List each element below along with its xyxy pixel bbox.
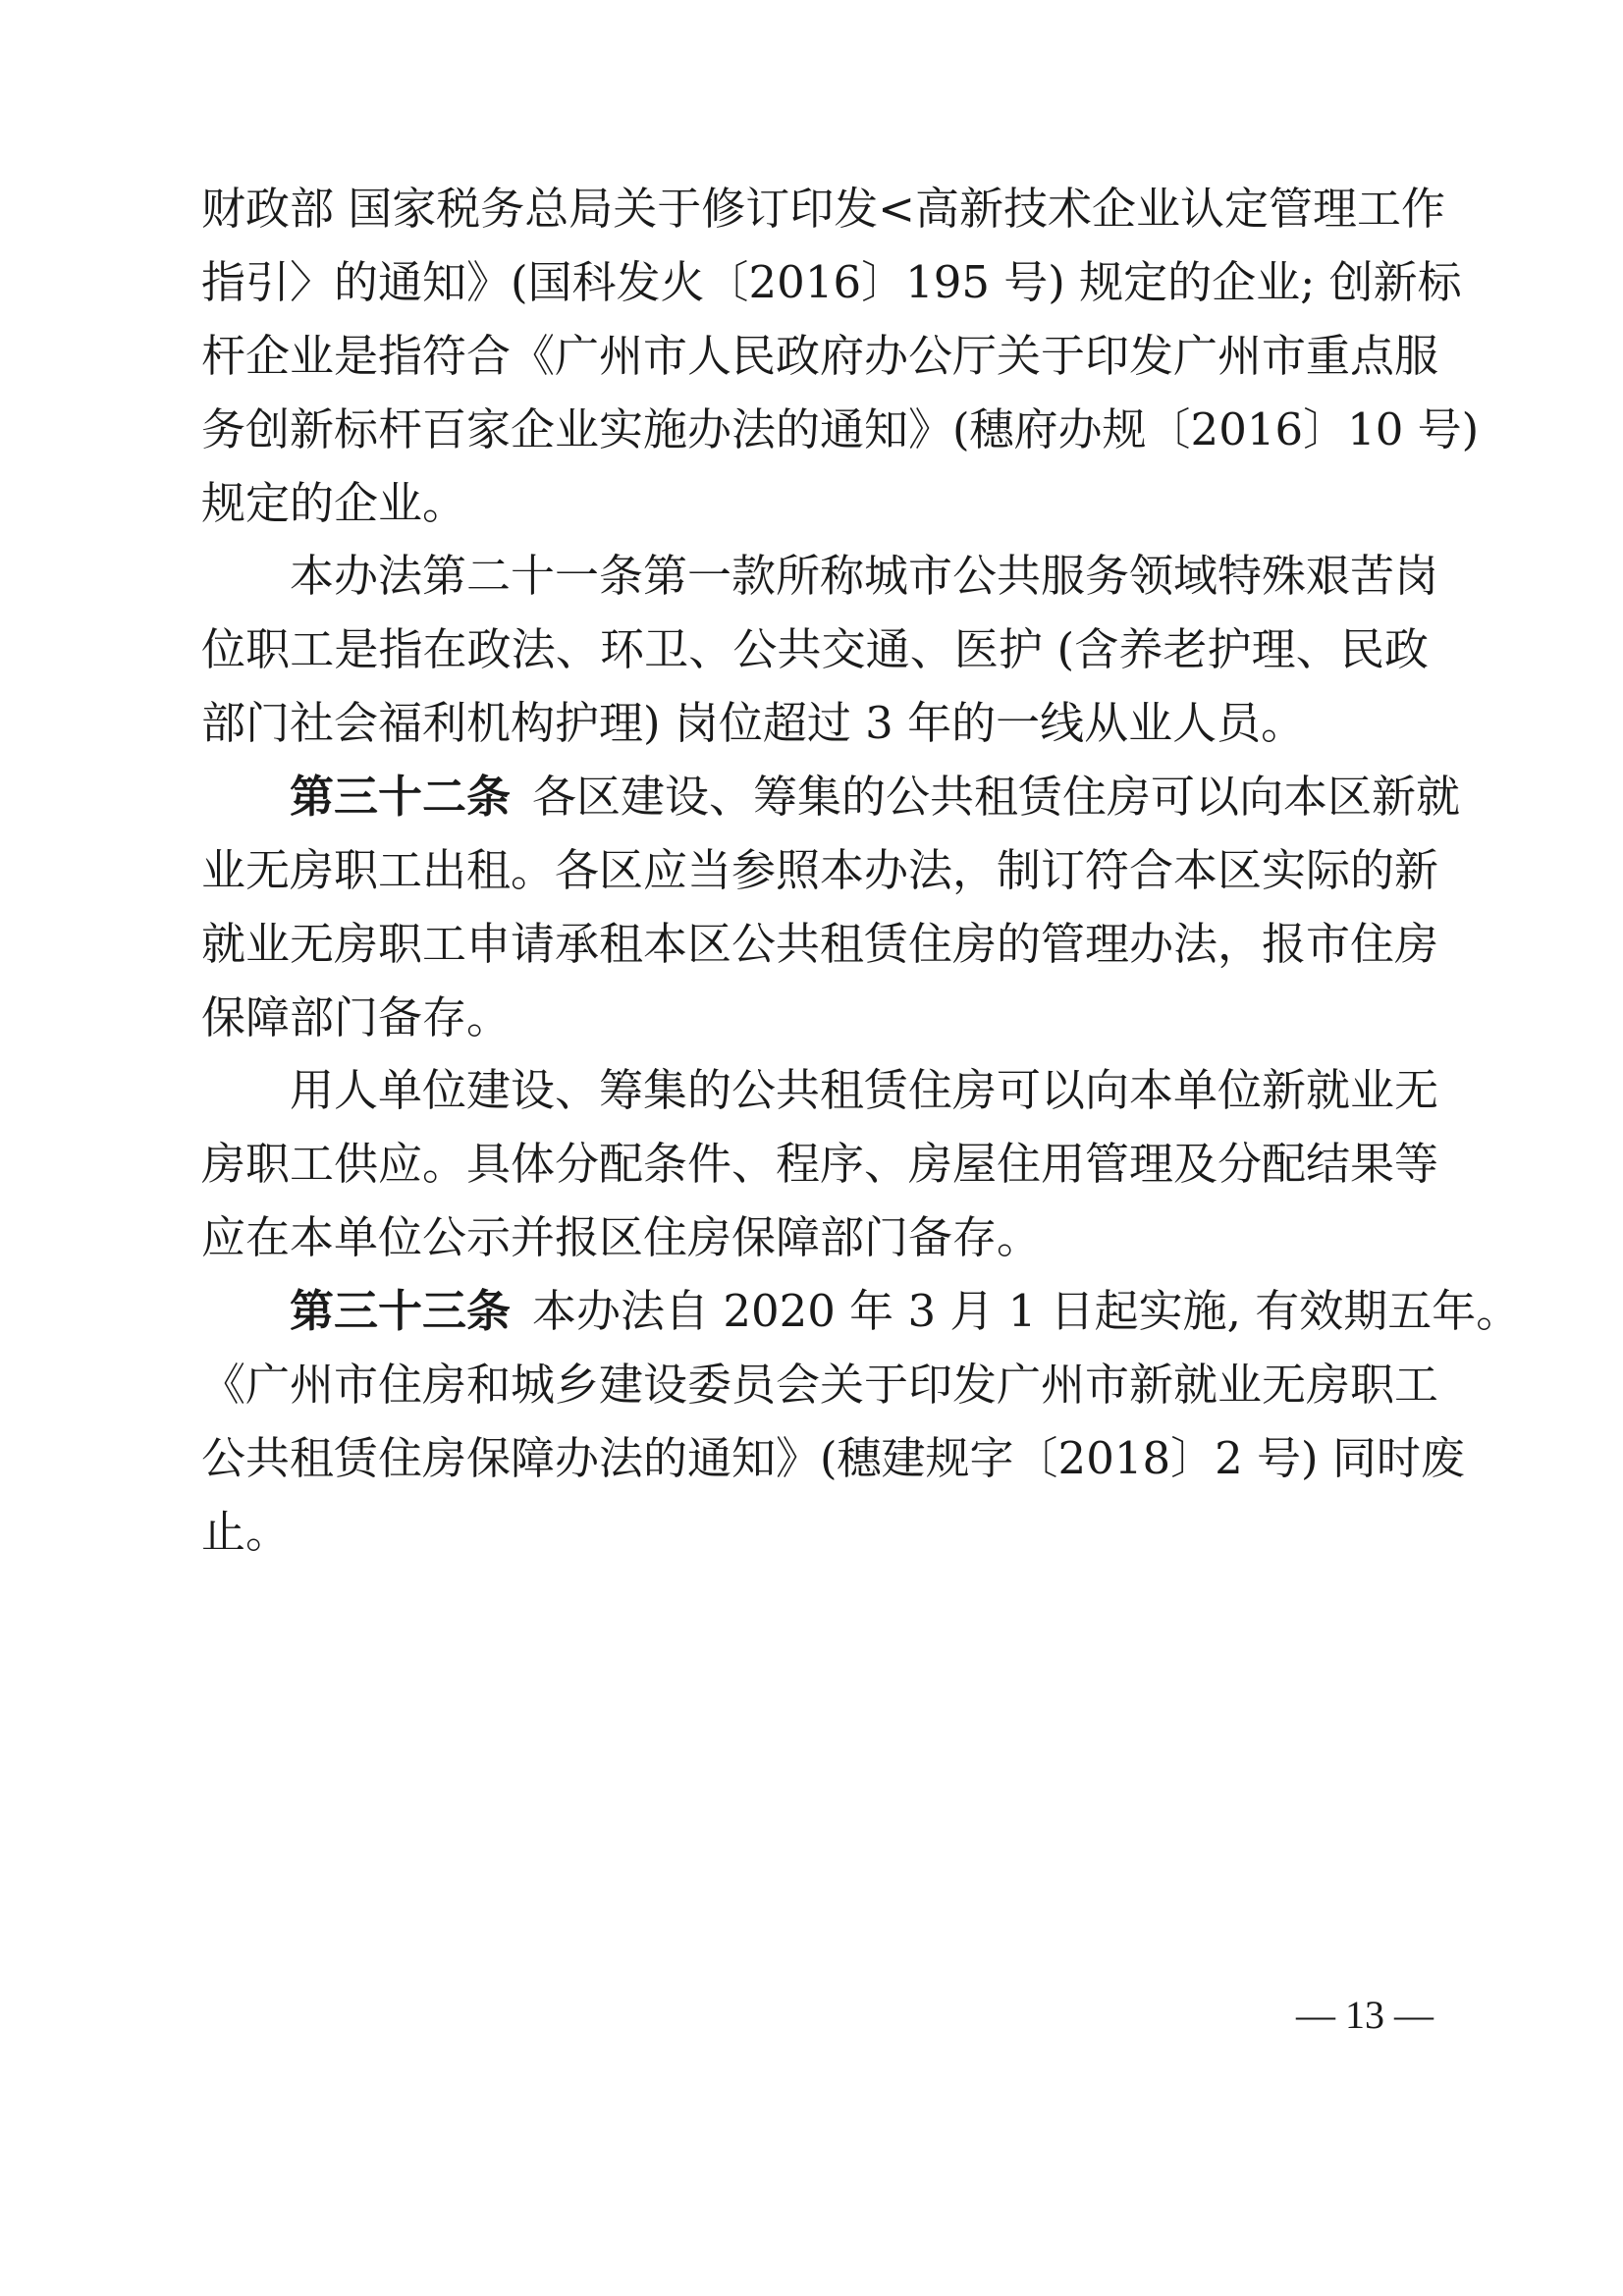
article-33-first-line bbox=[290, 1282, 1521, 1341]
page-number: — 13 — bbox=[1296, 1993, 1434, 2037]
text-line: 位职工是指在政法、环卫、公共交通、医护 (含养老护理、民政 bbox=[201, 623, 1429, 675]
text-line: 指引〉的通知》(国科发火〔2016〕195 号) 规定的企业; 创新标 bbox=[201, 256, 1462, 308]
text-line: 公共租赁住房保障办法的通知》(穗建规字〔2018〕2 号) 同时废 bbox=[201, 1432, 1465, 1484]
text-line: 业无房职工出租。各区应当参照本办法，制订符合本区实际的新 bbox=[201, 844, 1439, 896]
text-line: 部门社会福利机构护理) 岗位超过 3 年的一线从业人员。 bbox=[201, 697, 1306, 749]
text-line: 杆企业是指符合《广州市人民政府办公厅关于印发广州市重点服 bbox=[201, 330, 1439, 382]
text-line: 用人单位建设、筹集的公共租赁住房可以向本单位新就业无 bbox=[290, 1064, 1439, 1116]
text-line: 房职工供应。具体分配条件、程序、房屋住用管理及分配结果等 bbox=[201, 1138, 1439, 1190]
text-line: 应在本单位公示并报区住房保障部门备存。 bbox=[201, 1211, 1042, 1263]
article-33-text: 本办法自 2020 年 3 月 1 日起实施, 有效期五年。 bbox=[532, 1285, 1521, 1337]
text-line: 保障部门备存。 bbox=[201, 991, 512, 1043]
article-33-heading: 第三十三条 bbox=[290, 1285, 512, 1337]
article-32-text: 各区建设、筹集的公共租赁住房可以向本区新就 bbox=[532, 771, 1461, 823]
article-32-heading: 第三十二条 bbox=[290, 771, 512, 823]
article-32-first-line bbox=[290, 768, 1461, 827]
text-line: 本办法第二十一条第一款所称城市公共服务领域特殊艰苦岗 bbox=[290, 550, 1439, 602]
text-line: 规定的企业。 bbox=[201, 477, 467, 529]
text-line: 财政部 国家税务总局关于修订印发<高新技术企业认定管理工作 bbox=[201, 183, 1446, 235]
text-line: 就业无房职工申请承租本区公共租赁住房的管理办法，报市住房 bbox=[201, 918, 1439, 970]
text-line: 《广州市住房和城乡建设委员会关于印发广州市新就业无房职工 bbox=[201, 1359, 1439, 1411]
text-line: 止。 bbox=[201, 1506, 291, 1558]
text-line: 务创新标杆百家企业实施办法的通知》(穗府办规〔2016〕10 号) bbox=[201, 403, 1480, 455]
